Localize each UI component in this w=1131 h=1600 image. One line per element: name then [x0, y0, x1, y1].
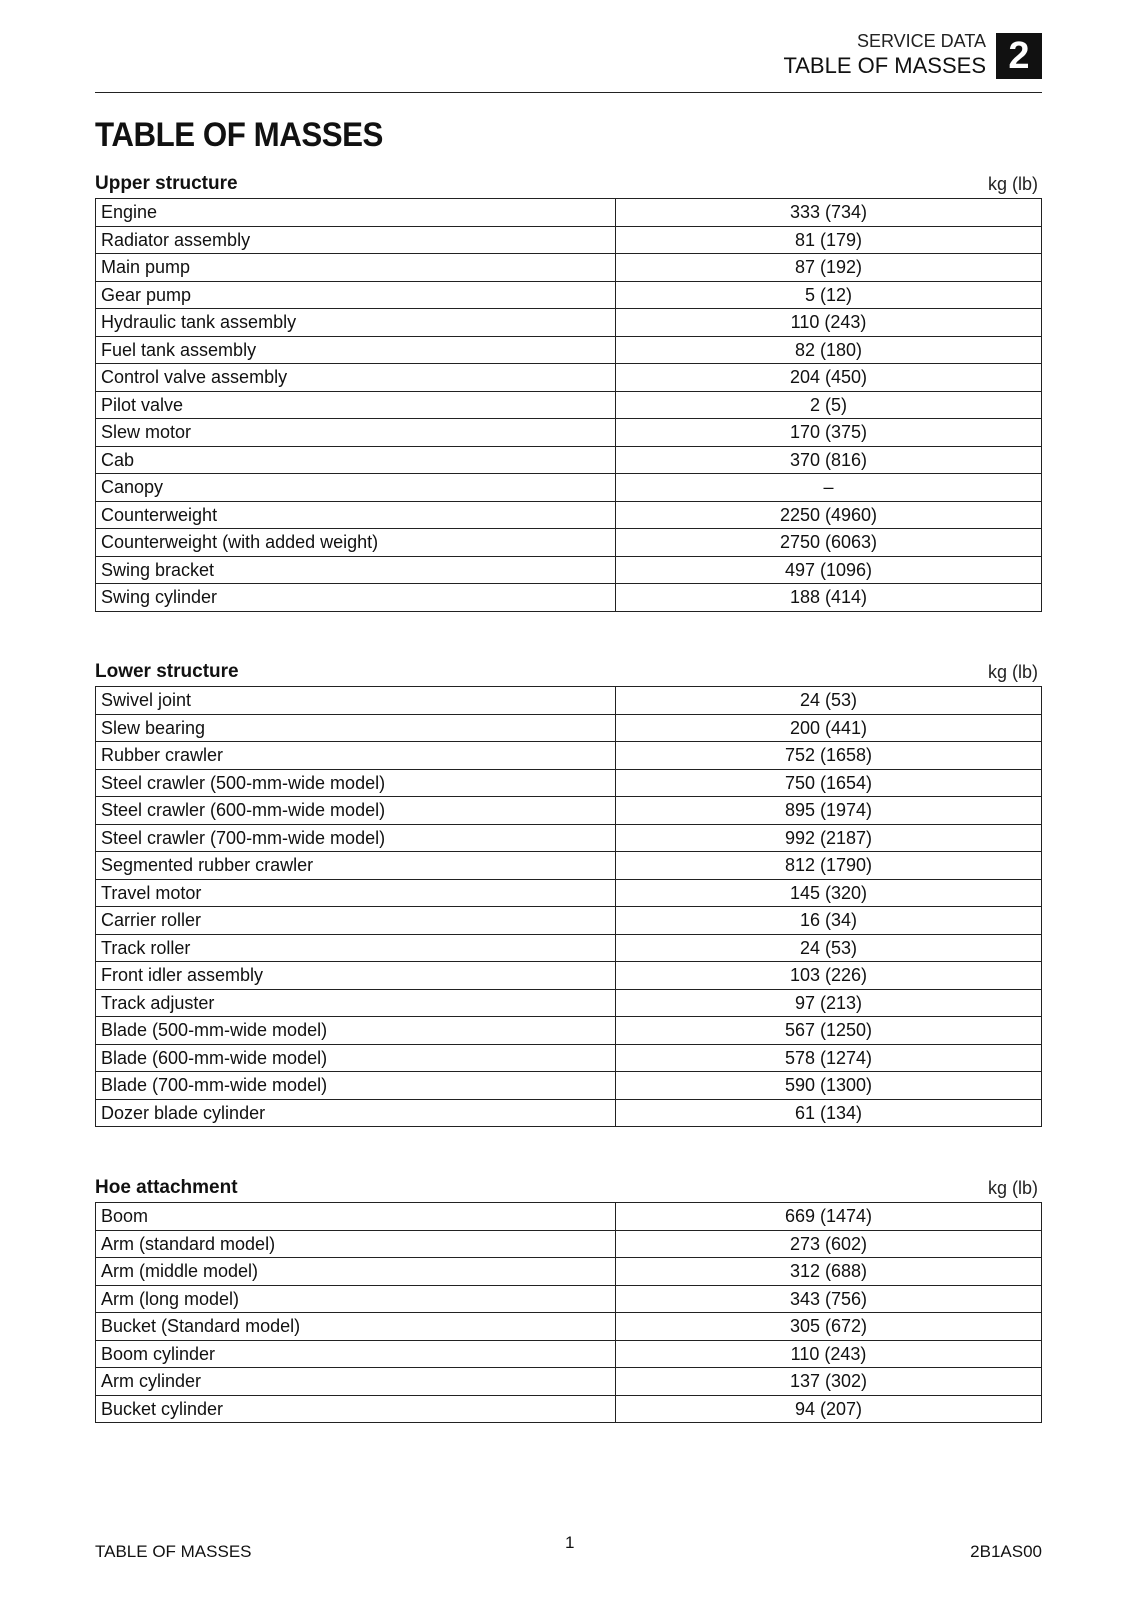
component-mass: 204 (450)	[616, 364, 1042, 392]
component-name: Hydraulic tank assembly	[96, 309, 616, 337]
table-row	[96, 989, 1042, 1017]
component-name: Track roller	[96, 934, 616, 962]
component-name: Swivel joint	[96, 687, 616, 715]
component-mass: 2 (5)	[616, 391, 1042, 419]
component-mass: 752 (1658)	[616, 742, 1042, 770]
component-name: Fuel tank assembly	[96, 336, 616, 364]
component-name: Carrier roller	[96, 907, 616, 935]
component-name: Main pump	[96, 254, 616, 282]
component-name: Rubber crawler	[96, 742, 616, 770]
component-name: Bucket cylinder	[96, 1395, 616, 1423]
component-name: Track adjuster	[96, 989, 616, 1017]
table-row	[96, 556, 1042, 584]
component-mass: 312 (688)	[616, 1258, 1042, 1286]
component-mass: 305 (672)	[616, 1313, 1042, 1341]
component-name: Arm cylinder	[96, 1368, 616, 1396]
component-name: Counterweight	[96, 501, 616, 529]
component-name: Arm (middle model)	[96, 1258, 616, 1286]
table-row	[96, 364, 1042, 392]
table-row	[96, 254, 1042, 282]
component-name: Steel crawler (700-mm-wide model)	[96, 824, 616, 852]
section-lower-structure	[95, 660, 1042, 1127]
component-mass: 669 (1474)	[616, 1203, 1042, 1231]
component-name: Travel motor	[96, 879, 616, 907]
table-row	[96, 742, 1042, 770]
component-name: Counterweight (with added weight)	[96, 529, 616, 557]
section-title: Lower structure	[95, 661, 239, 682]
table-row	[96, 1099, 1042, 1127]
component-name: Slew motor	[96, 419, 616, 447]
table-row	[96, 852, 1042, 880]
component-name: Steel crawler (600-mm-wide model)	[96, 797, 616, 825]
component-name: Blade (700-mm-wide model)	[96, 1072, 616, 1100]
component-mass: 110 (243)	[616, 1340, 1042, 1368]
component-mass: 24 (53)	[616, 934, 1042, 962]
table-row	[96, 687, 1042, 715]
component-mass: 81 (179)	[616, 226, 1042, 254]
table-row	[96, 309, 1042, 337]
component-name: Cab	[96, 446, 616, 474]
component-name: Segmented rubber crawler	[96, 852, 616, 880]
table-row	[96, 419, 1042, 447]
section-upper-structure	[95, 172, 1042, 612]
header-section: SERVICE DATA	[856, 31, 986, 51]
component-mass: 97 (213)	[616, 989, 1042, 1017]
component-name: Boom cylinder	[96, 1340, 616, 1368]
table-row	[96, 714, 1042, 742]
component-mass: 343 (756)	[616, 1285, 1042, 1313]
component-name: Gear pump	[96, 281, 616, 309]
component-mass: 992 (2187)	[616, 824, 1042, 852]
component-name: Engine	[96, 199, 616, 227]
component-mass: 812 (1790)	[616, 852, 1042, 880]
table-row	[96, 1395, 1042, 1423]
component-mass: 750 (1654)	[616, 769, 1042, 797]
section-title: Hoe attachment	[95, 1177, 238, 1198]
table-row	[96, 1258, 1042, 1286]
chapter-number-badge: 2	[996, 33, 1042, 79]
section-hoe-attachment	[95, 1176, 1042, 1423]
component-mass: 578 (1274)	[616, 1044, 1042, 1072]
component-mass: 188 (414)	[616, 584, 1042, 612]
table-row	[96, 226, 1042, 254]
table-row	[96, 1340, 1042, 1368]
component-mass: 94 (207)	[616, 1395, 1042, 1423]
section-title: Upper structure	[95, 173, 238, 194]
component-name: Control valve assembly	[96, 364, 616, 392]
table-row	[96, 446, 1042, 474]
component-name: Slew bearing	[96, 714, 616, 742]
component-mass: 145 (320)	[616, 879, 1042, 907]
table-row	[96, 824, 1042, 852]
table-row	[96, 199, 1042, 227]
header-titles	[783, 30, 986, 80]
component-name: Dozer blade cylinder	[96, 1099, 616, 1127]
table-row	[96, 391, 1042, 419]
component-mass: 82 (180)	[616, 336, 1042, 364]
section-header	[95, 172, 1042, 198]
component-mass: 110 (243)	[616, 309, 1042, 337]
component-name: Arm (standard model)	[96, 1230, 616, 1258]
component-name: Canopy	[96, 474, 616, 502]
component-name: Front idler assembly	[96, 962, 616, 990]
component-mass: 87 (192)	[616, 254, 1042, 282]
component-mass: 103 (226)	[616, 962, 1042, 990]
table-row	[96, 584, 1042, 612]
component-name: Pilot valve	[96, 391, 616, 419]
masses-table	[95, 198, 1042, 612]
component-mass: 895 (1974)	[616, 797, 1042, 825]
component-name: Steel crawler (500-mm-wide model)	[96, 769, 616, 797]
component-name: Swing cylinder	[96, 584, 616, 612]
component-mass: 16 (34)	[616, 907, 1042, 935]
masses-table	[95, 686, 1042, 1127]
component-mass: 2750 (6063)	[616, 529, 1042, 557]
component-mass: 170 (375)	[616, 419, 1042, 447]
page-title: TABLE OF MASSES	[95, 116, 383, 154]
section-header	[95, 1176, 1042, 1202]
table-row	[96, 281, 1042, 309]
table-row	[96, 1044, 1042, 1072]
table-row	[96, 769, 1042, 797]
component-mass: 200 (441)	[616, 714, 1042, 742]
page-number: 1	[565, 1533, 575, 1552]
table-row	[96, 1285, 1042, 1313]
section-header	[95, 660, 1042, 686]
footer-title: TABLE OF MASSES	[95, 1542, 252, 1561]
page-header	[95, 28, 1042, 93]
table-row	[96, 962, 1042, 990]
table-row	[96, 934, 1042, 962]
component-mass: 61 (134)	[616, 1099, 1042, 1127]
header-title: TABLE OF MASSES	[783, 53, 986, 78]
table-row	[96, 1203, 1042, 1231]
table-row	[96, 474, 1042, 502]
table-row	[96, 501, 1042, 529]
component-name: Swing bracket	[96, 556, 616, 584]
component-mass: 137 (302)	[616, 1368, 1042, 1396]
table-row	[96, 1368, 1042, 1396]
table-row	[96, 879, 1042, 907]
table-row	[96, 336, 1042, 364]
section-unit: kg (lb)	[987, 174, 1038, 194]
component-mass: 590 (1300)	[616, 1072, 1042, 1100]
table-row	[96, 1230, 1042, 1258]
component-name: Blade (500-mm-wide model)	[96, 1017, 616, 1045]
component-name: Boom	[96, 1203, 616, 1231]
component-name: Radiator assembly	[96, 226, 616, 254]
table-row	[96, 529, 1042, 557]
component-mass: 2250 (4960)	[616, 501, 1042, 529]
section-unit: kg (lb)	[987, 662, 1038, 682]
component-mass: 333 (734)	[616, 199, 1042, 227]
component-mass: 370 (816)	[616, 446, 1042, 474]
table-row	[96, 797, 1042, 825]
component-name: Blade (600-mm-wide model)	[96, 1044, 616, 1072]
component-name: Arm (long model)	[96, 1285, 616, 1313]
document-code: 2B1AS00	[970, 1542, 1042, 1561]
masses-table	[95, 1202, 1042, 1423]
component-mass: 567 (1250)	[616, 1017, 1042, 1045]
table-row	[96, 907, 1042, 935]
table-row	[96, 1072, 1042, 1100]
component-mass: 273 (602)	[616, 1230, 1042, 1258]
component-mass: 497 (1096)	[616, 556, 1042, 584]
section-unit: kg (lb)	[987, 1178, 1038, 1198]
component-mass: –	[616, 474, 1042, 502]
component-mass: 24 (53)	[616, 687, 1042, 715]
component-mass: 5 (12)	[616, 281, 1042, 309]
table-row	[96, 1017, 1042, 1045]
component-name: Bucket (Standard model)	[96, 1313, 616, 1341]
table-row	[96, 1313, 1042, 1341]
